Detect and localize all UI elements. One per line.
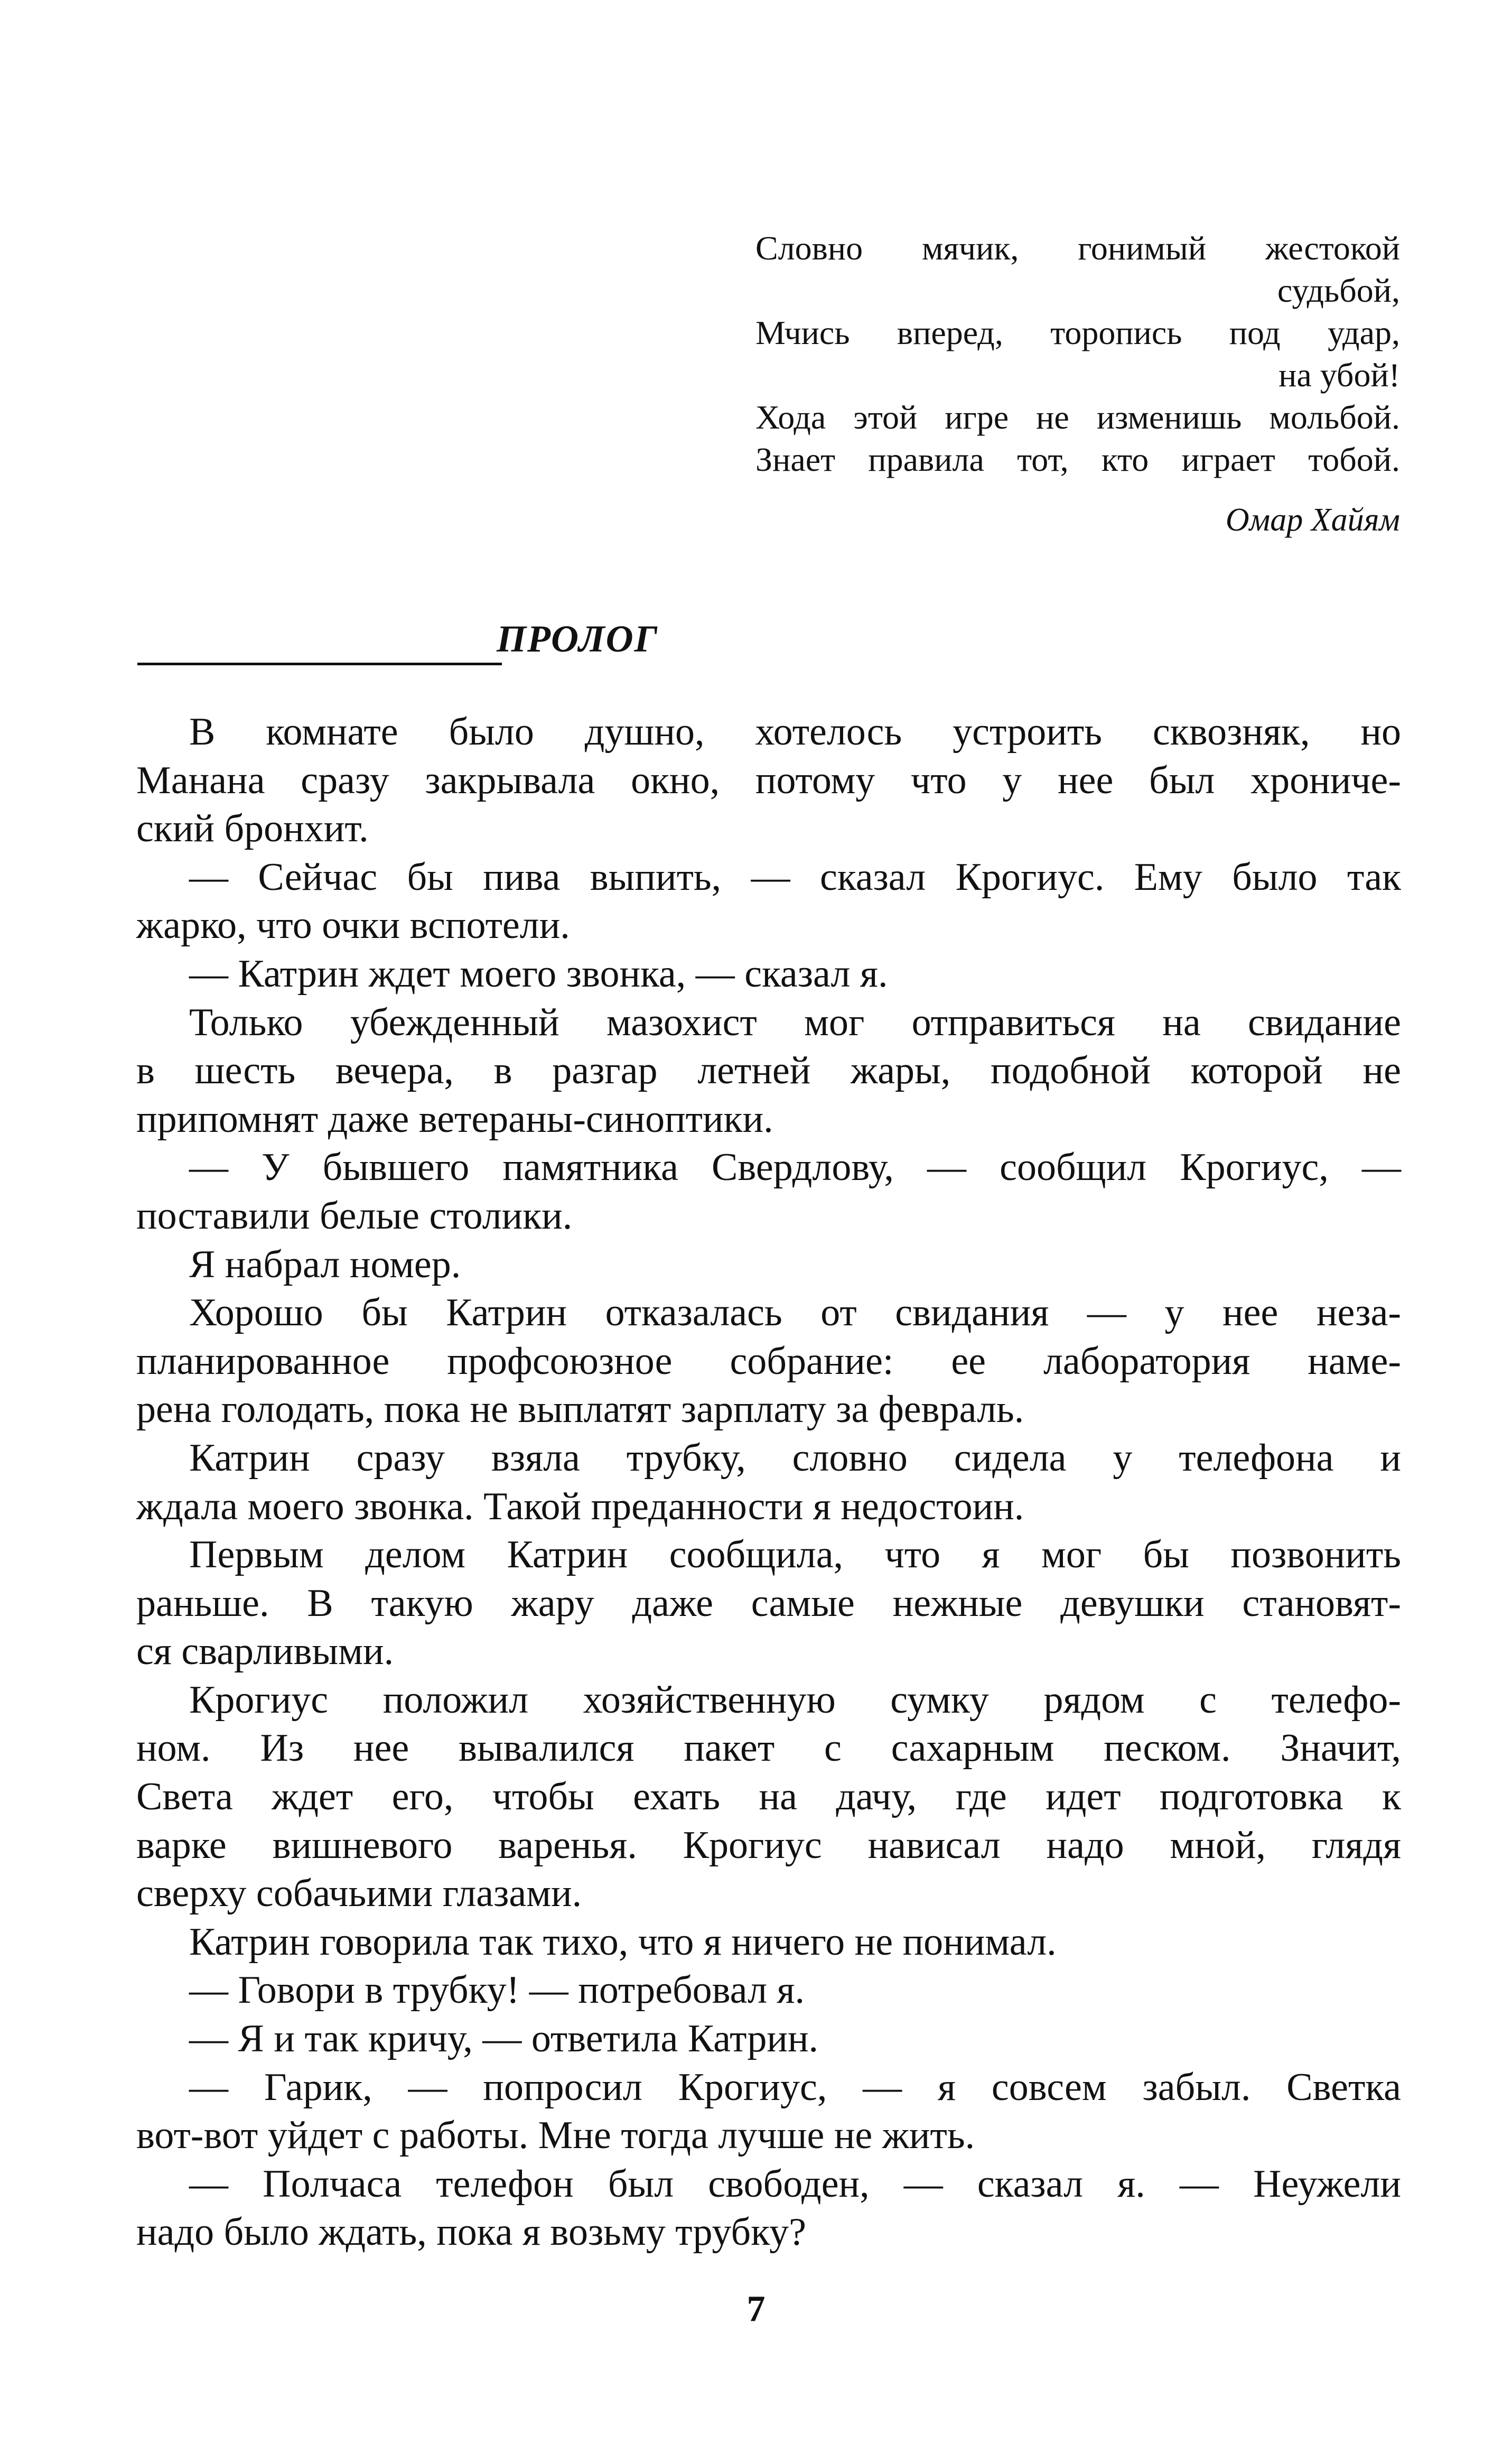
epigraph-line: Знает правила тот, кто играет тобой. (755, 441, 1400, 478)
text-line: — Полчаса телефон был свободен, — сказал я. — Неужели (189, 2162, 1401, 2206)
paragraph (136, 1289, 1401, 1434)
text-line: Крогиус положил хозяйственную сумку рядом с телефо- (189, 1678, 1401, 1722)
text-line: Катрин говорила так тихо, что я ничего не понимал. (189, 1920, 1057, 1964)
text-line: жарко, что очки вспотели. (136, 904, 570, 947)
paragraph (136, 1434, 1401, 1531)
paragraph (136, 708, 1401, 853)
epigraph (755, 227, 1400, 541)
paragraph (136, 1918, 1401, 1967)
chapter-heading (137, 617, 718, 675)
paragraph (136, 2064, 1401, 2160)
text-line: Я набрал номер. (189, 1242, 461, 1286)
paragraph (136, 1966, 1401, 2015)
text-line: Катрин сразу взяла трубку, словно сидела у телефона и (189, 1436, 1401, 1480)
text-line: ждала моего звонка. Такой преданности я недостоин. (136, 1484, 1024, 1528)
paragraph (136, 1676, 1401, 1918)
text-line: ном. Из нее вывалился пакет с сахарным песком. Значит, (136, 1726, 1401, 1770)
epigraph-line: на убой! (1278, 356, 1400, 394)
text-line: ский бронхит. (136, 807, 369, 851)
paragraph (136, 999, 1401, 1144)
text-line: Первым делом Катрин сообщила, что я мог бы позвонить (189, 1533, 1401, 1577)
epigraph-line: Мчись вперед, торопись под удар, (755, 314, 1400, 351)
text-line: надо было ждать, пока я возьму трубку? (136, 2210, 806, 2254)
text-line: раньше. В такую жару даже самые нежные девушки становят- (136, 1581, 1401, 1625)
epigraph-line: судьбой, (1277, 272, 1400, 309)
text-line: вот-вот уйдет с работы. Мне тогда лучше не жить. (136, 2114, 975, 2158)
paragraph (136, 2015, 1401, 2064)
paragraph (136, 1144, 1401, 1240)
body-text (136, 708, 1401, 2257)
epigraph-line: Словно мячик, гонимый жестокой (755, 229, 1400, 267)
text-line: поставили белые столики. (136, 1194, 573, 1238)
text-line: рена голодать, пока не выплатят зарплату за февраль. (136, 1388, 1024, 1432)
text-line: припомнят даже ветераны-синоптики. (136, 1097, 773, 1141)
paragraph (136, 853, 1401, 950)
text-line: в шесть вечера, в разгар летней жары, подобной которой не (136, 1049, 1401, 1093)
text-line: — У бывшего памятника Свердлову, — сообщил Крогиус, — (189, 1146, 1401, 1190)
paragraph (136, 1531, 1401, 1676)
paragraph (136, 2160, 1401, 2257)
chapter-rule (137, 663, 502, 665)
text-line: — Гарик, — попросил Крогиус, — я совсем забыл. Светка (189, 2065, 1401, 2109)
text-line: варке вишневого варенья. Крогиус нависал надо мной, глядя (136, 1823, 1401, 1867)
chapter-title: ПРОЛОГ (497, 618, 659, 660)
page-number: 7 (746, 2289, 766, 2329)
text-line: Только убежденный мазохист мог отправиться на свидание (189, 1000, 1401, 1044)
text-line: Манана сразу закрывала окно, потому что у нее был хрониче- (136, 758, 1401, 802)
paragraph (136, 1241, 1401, 1289)
text-line: планированное профсоюзное собрание: ее лаборатория наме- (136, 1339, 1401, 1383)
text-line: сверху собачьими глазами. (136, 1872, 582, 1916)
text-line: В комнате было душно, хотелось устроить сквозняк, но (189, 710, 1401, 754)
text-line: Хорошо бы Катрин отказалась от свидания — у нее неза- (189, 1291, 1401, 1335)
epigraph-line: Хода этой игре не изменишь мольбой. (755, 398, 1400, 436)
text-line: — Сейчас бы пива выпить, — сказал Крогиус. Ему было так (189, 855, 1401, 899)
text-line: — Говори в трубку! — потребовал я. (189, 1968, 805, 2012)
text-line: — Катрин ждет моего звонка, — сказал я. (189, 952, 888, 996)
text-line: Света ждет его, чтобы ехать на дачу, где идет подготовка к (136, 1775, 1401, 1819)
text-line: ся сварливыми. (136, 1630, 394, 1674)
text-line: — Я и так кричу, — ответила Катрин. (189, 2017, 819, 2061)
epigraph-author: Омар Хайям (1225, 502, 1400, 538)
paragraph (136, 950, 1401, 999)
